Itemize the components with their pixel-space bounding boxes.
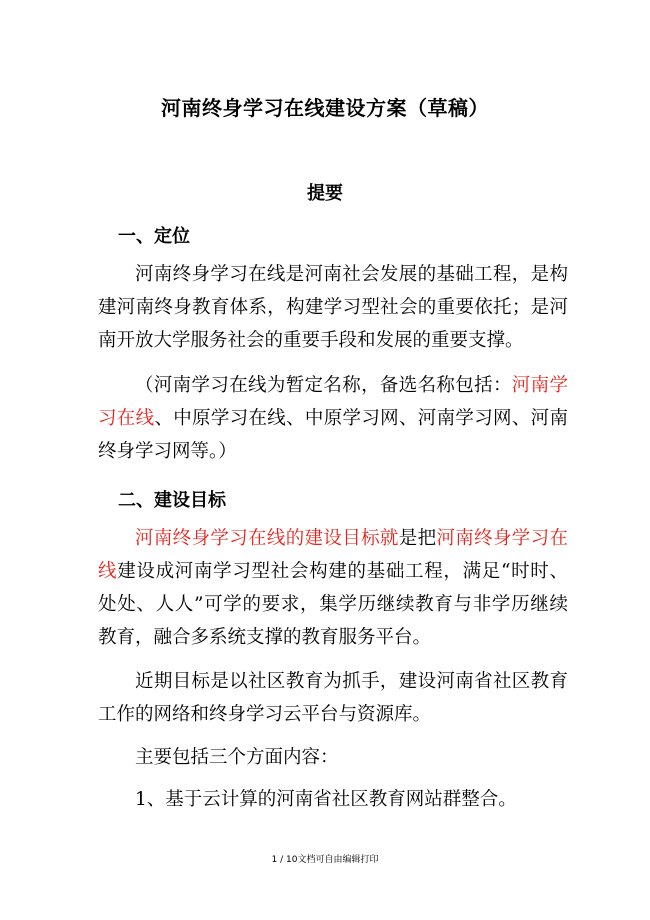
section-heading-positioning: 一、定位 xyxy=(118,226,190,247)
goals-highlight-1: 河南终身学习在线的建设目标就 xyxy=(135,528,399,549)
name-options-paragraph xyxy=(98,369,568,468)
positioning-paragraph: 河南终身学习在线是河南社会发展的基础工程，是构建河南终身教育体系，构建学习型社会的重要依托；是河南开放大学服务社会的重要手段和发展的重要支撑。 xyxy=(98,264,568,351)
goals-highlight-2: 河南终身学习在线 xyxy=(98,528,568,582)
highlighted-name: 河南学习在线 xyxy=(98,375,568,429)
content-item-1: 1、基于云计算的河南省社区教育网站群整合。 xyxy=(135,789,517,810)
goals-rest: 建设成河南学习型社会构建的基础工程，满足“时时、处处、人人”可学的要求，集学历继续教育与非学历继续教育，融合多系统支撑的教育服务平台。 xyxy=(98,561,568,648)
name-options-suffix: 、中原学习在线、中原学习网、河南学习网、河南终身学习网等。） xyxy=(98,408,568,462)
page-title: 河南终身学习在线建设方案（草稿） xyxy=(161,96,489,120)
content-intro-paragraph: 主要包括三个方面内容： xyxy=(135,747,339,768)
name-options-prefix: （河南学习在线为暂定名称，备选名称包括： xyxy=(135,375,512,396)
near-term-goal-paragraph: 近期目标是以社区教育为抓手，建设河南省社区教育工作的网络和终身学习云平台与资源库。 xyxy=(98,671,568,725)
summary-heading: 提要 xyxy=(307,183,343,204)
page-footer: 1 / 10文档可自由编辑打印 xyxy=(271,855,379,865)
section-heading-goals: 二、建设目标 xyxy=(118,490,226,511)
goals-connector: 是把 xyxy=(398,528,437,549)
goals-paragraph xyxy=(98,522,568,654)
